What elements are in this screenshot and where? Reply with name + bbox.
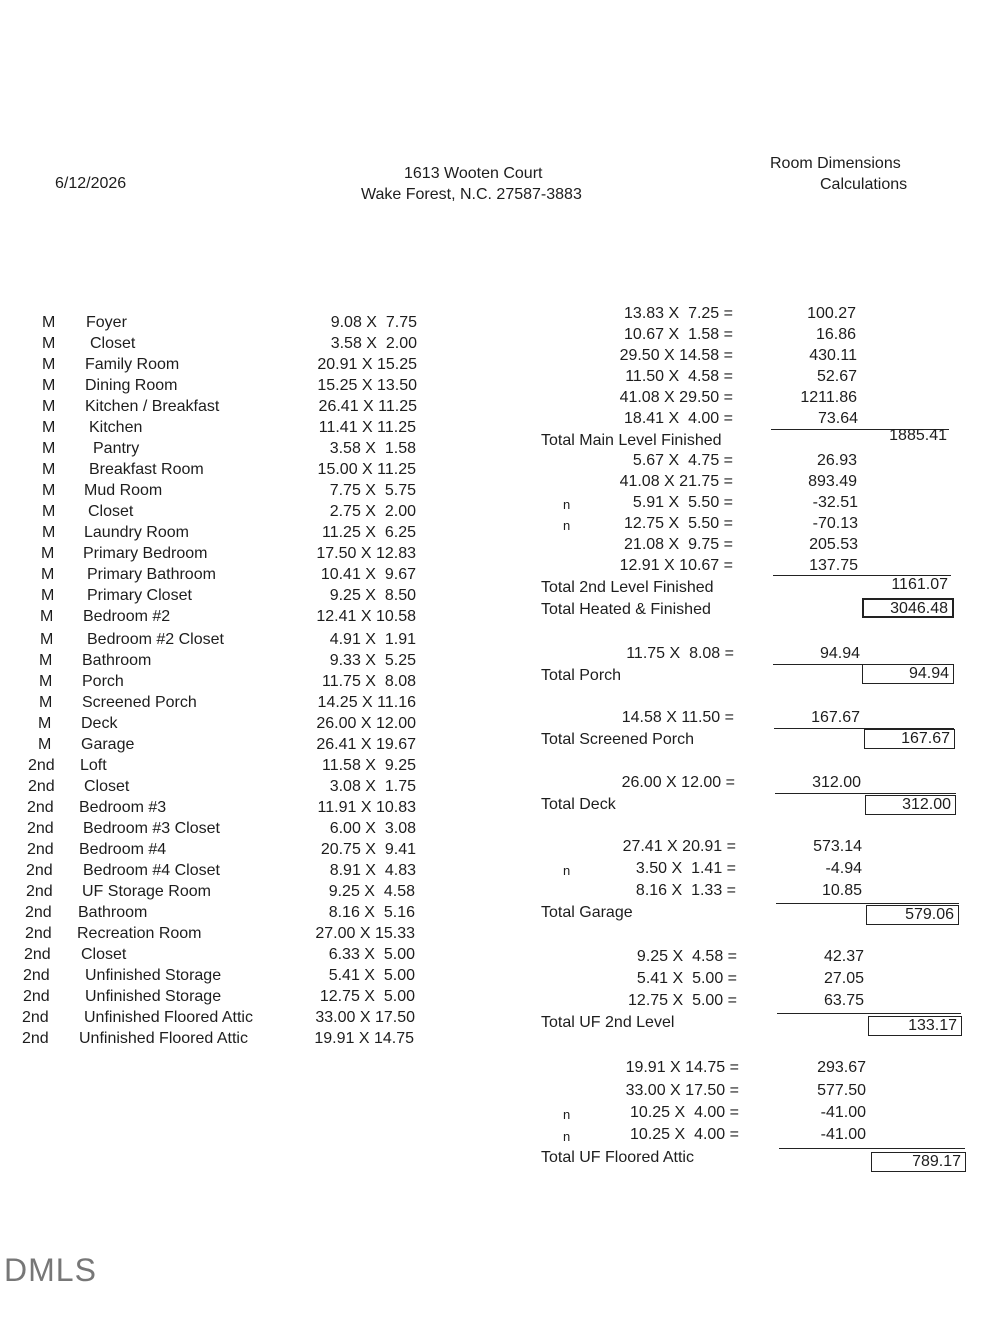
room-dimensions: 4.91 X 1.91: [329, 630, 416, 648]
calc-value: -70.13: [812, 515, 858, 532]
calc-expression: 10.67 X 1.58 =: [624, 326, 733, 343]
room-level: 2nd: [23, 966, 50, 984]
room-level: 2nd: [27, 798, 54, 816]
room-level: 2nd: [22, 1029, 49, 1047]
room-level: 2nd: [28, 756, 55, 774]
room-name: Kitchen / Breakfast: [85, 398, 220, 415]
room-dimensions: 26.41 X 19.67: [316, 735, 416, 753]
calc-line: [0, 1126, 1000, 1147]
room-level: 2nd: [24, 945, 51, 963]
calc-expression: 41.08 X 29.50 =: [619, 389, 733, 406]
screened-porch-total-label: Total Screened Porch: [541, 731, 694, 748]
calc-line: [0, 860, 1000, 881]
room-row: [0, 925, 470, 946]
subtotal-rule: [777, 1013, 961, 1014]
room-dimensions: 11.58 X 9.25: [322, 756, 416, 774]
calc-expression: 10.25 X 4.00 =: [630, 1104, 739, 1121]
calc-line: [0, 452, 1000, 473]
room-dimensions: 14.25 X 11.16: [317, 693, 416, 711]
calc-line: [0, 774, 1000, 795]
room-level: M: [39, 693, 53, 711]
room-level: M: [42, 419, 56, 436]
room-level: M: [42, 377, 56, 394]
calc-line: [0, 838, 1000, 859]
room-name: Bedroom #2: [83, 608, 171, 625]
calc-value: 205.53: [809, 536, 858, 553]
calc-expression: 18.41 X 4.00 =: [624, 410, 733, 427]
room-level: 2nd: [26, 861, 53, 879]
second-level-total-label: Total 2nd Level Finished: [541, 579, 714, 596]
heated-total-box: 3046.48: [862, 598, 954, 618]
room-name: Screened Porch: [82, 693, 197, 711]
calc-line: [0, 410, 1000, 431]
calc-value: 94.94: [819, 645, 860, 662]
calc-value: 293.67: [817, 1059, 866, 1076]
calc-value: 26.93: [816, 452, 857, 469]
room-name: Primary Bathroom: [87, 566, 216, 583]
room-name: UF Storage Room: [82, 882, 211, 900]
negative-flag: n: [563, 497, 571, 512]
room-name: Bedroom #3 Closet: [83, 819, 220, 837]
room-dimensions: 20.91 X 15.25: [317, 356, 417, 373]
room-dimensions: 11.41 X 11.25: [318, 419, 416, 436]
calc-value: -41.00: [820, 1104, 866, 1121]
calc-value: 137.75: [809, 557, 858, 574]
calc-line: [0, 945, 1000, 969]
room-level: 2nd: [25, 924, 52, 942]
calc-expression: 11.50 X 4.58 =: [625, 368, 733, 385]
calc-line: [0, 515, 1000, 536]
doc-title-line-2: Calculations: [820, 176, 908, 193]
room-level: M: [40, 630, 54, 648]
calc-value: 16.86: [815, 326, 856, 343]
room-dimensions: 10.41 X 9.67: [320, 566, 416, 583]
room-name: Unfinished Storage: [85, 987, 222, 1005]
negative-flag: n: [563, 1129, 571, 1144]
calc-line: [0, 1104, 1000, 1125]
calc-expression: 11.75 X 8.08 =: [626, 645, 734, 662]
room-name: Unfinished Floored Attic: [84, 1008, 253, 1026]
calc-expression: 3.50 X 1.41 =: [635, 860, 736, 877]
room-name: Closet: [90, 335, 136, 352]
room-row: [0, 673, 470, 694]
room-dimensions: 27.00 X 15.33: [315, 924, 415, 942]
room-name: Dining Room: [85, 377, 178, 394]
calc-expression: 29.50 X 14.58 =: [619, 347, 733, 364]
main-level-total: 1885.41: [889, 427, 947, 444]
room-name: Bedroom #2 Closet: [87, 630, 224, 648]
calc-expression: 5.91 X 5.50 =: [632, 494, 733, 511]
room-dimensions: 9.25 X 8.50: [329, 587, 416, 604]
calc-value: 10.85: [821, 882, 862, 899]
room-name: Kitchen: [89, 419, 143, 436]
room-name: Primary Bedroom: [83, 545, 208, 562]
calc-line: [0, 326, 1000, 347]
room-level: M: [42, 398, 56, 415]
room-level: 2nd: [26, 882, 53, 900]
room-name: Loft: [80, 756, 107, 774]
garage-total-label: Total Garage: [541, 904, 633, 921]
room-level: M: [39, 672, 53, 690]
room-name: Bedroom #4: [79, 840, 167, 858]
room-name: Breakfast Room: [89, 461, 204, 478]
calc-value: -4.94: [825, 860, 862, 877]
room-dimensions: 26.00 X 12.00: [316, 714, 416, 732]
room-row: [0, 904, 470, 925]
calc-line: [0, 1082, 1000, 1103]
calc-value: 577.50: [817, 1082, 866, 1099]
room-name: Mud Room: [84, 482, 163, 499]
calc-value: 1211.86: [800, 389, 857, 406]
garage-total-box: 579.06: [866, 905, 959, 925]
calc-expression: 8.16 X 1.33 =: [635, 882, 736, 899]
room-level: M: [38, 714, 52, 732]
room-dimensions: 11.75 X 8.08: [322, 672, 416, 690]
room-name: Foyer: [86, 314, 127, 331]
room-row: [0, 608, 470, 629]
calc-expression: 27.41 X 20.91 =: [622, 838, 736, 855]
room-dimensions: 2.75 X 2.00: [329, 503, 416, 520]
calc-line: [0, 992, 1000, 1013]
room-name: Bathroom: [78, 903, 148, 921]
uf-floored-attic-total-box: 789.17: [871, 1152, 966, 1172]
calc-line: [0, 970, 1000, 991]
calc-expression: 13.83 X 7.25 =: [624, 305, 733, 322]
room-name: Pantry: [93, 440, 140, 457]
uf-floored-attic-total-label: Total UF Floored Attic: [541, 1149, 694, 1166]
room-name: Closet: [81, 945, 127, 963]
calc-expression: 41.08 X 21.75 =: [619, 473, 733, 490]
watermark-logo: DMLS: [4, 1252, 97, 1288]
calc-value: 27.05: [823, 970, 864, 987]
room-name: Recreation Room: [77, 924, 202, 942]
room-level: M: [38, 735, 52, 753]
calc-line: [0, 494, 1000, 515]
calc-value: 52.67: [816, 368, 857, 385]
room-dimensions: 8.91 X 4.83: [329, 861, 416, 879]
room-level: M: [41, 587, 55, 604]
porch-total-label: Total Porch: [541, 667, 622, 684]
porch-total-box: 94.94: [862, 664, 954, 684]
doc-title-line-1: Room Dimensions: [770, 155, 901, 172]
uf-second-level-total-box: 133.17: [868, 1016, 962, 1036]
main-level-total-label: Total Main Level Finished: [541, 432, 722, 449]
room-dimensions: 15.00 X 11.25: [317, 461, 416, 478]
room-row: [0, 736, 470, 757]
room-dimensions: 3.08 X 1.75: [329, 777, 416, 795]
calc-line: [0, 645, 1000, 666]
room-dimensions: 26.41 X 11.25: [318, 398, 417, 415]
room-dimensions: 6.00 X 3.08: [329, 819, 416, 837]
room-dimensions: 6.33 X 5.00: [328, 945, 415, 963]
room-level: M: [42, 503, 56, 520]
calc-line: [0, 882, 1000, 903]
room-level: M: [42, 356, 56, 373]
calc-value: -41.00: [820, 1126, 866, 1143]
calc-value: 893.49: [808, 473, 857, 490]
calc-value: 167.67: [811, 709, 860, 726]
calc-value: -32.51: [812, 494, 858, 511]
room-name: Bedroom #3: [79, 798, 167, 816]
second-level-total: 1161.07: [891, 576, 948, 593]
calc-line: [0, 347, 1000, 368]
subtotal-rule: [776, 903, 959, 904]
room-dimensions: 9.33 X 5.25: [329, 651, 416, 669]
room-dimensions: 11.91 X 10.83: [317, 798, 416, 816]
heated-total-label: Total Heated & Finished: [541, 601, 711, 618]
calc-line: [0, 473, 1000, 494]
negative-flag: n: [563, 1107, 571, 1122]
room-level: M: [40, 608, 54, 625]
date: 6/12/2026: [55, 175, 127, 192]
room-level: 2nd: [25, 903, 52, 921]
calc-expression: 33.00 X 17.50 =: [625, 1082, 739, 1099]
room-dimensions: 8.16 X 5.16: [328, 903, 415, 921]
room-dimensions: 3.58 X 1.58: [329, 440, 416, 457]
deck-total-label: Total Deck: [541, 796, 616, 813]
room-level: M: [42, 314, 56, 331]
room-name: Garage: [81, 735, 135, 753]
negative-flag: n: [563, 863, 571, 878]
room-row: [0, 587, 470, 608]
calc-value: 73.64: [817, 410, 858, 427]
room-name: Closet: [84, 777, 130, 795]
room-level: M: [39, 651, 53, 669]
room-level: M: [42, 335, 56, 352]
calc-expression: 10.25 X 4.00 =: [630, 1126, 739, 1143]
calc-expression: 5.67 X 4.75 =: [632, 452, 733, 469]
room-level: M: [42, 524, 56, 541]
room-level: 2nd: [28, 777, 55, 795]
room-name: Family Room: [85, 356, 180, 373]
calc-expression: 12.91 X 10.67 =: [619, 557, 733, 574]
calc-value: 312.00: [812, 774, 861, 791]
room-level: 2nd: [27, 840, 54, 858]
room-dimensions: 20.75 X 9.41: [320, 840, 416, 858]
subtotal-rule: [775, 793, 956, 794]
room-level: 2nd: [22, 1008, 49, 1026]
calc-line: [0, 709, 1000, 730]
calc-expression: 26.00 X 12.00 =: [621, 774, 735, 791]
room-dimensions: 19.91 X 14.75: [314, 1029, 414, 1047]
calc-value: 42.37: [823, 948, 864, 965]
address-line-1: 1613 Wooten Court: [404, 165, 543, 182]
room-dimensions: 3.58 X 2.00: [330, 335, 417, 352]
calc-line: [0, 305, 1000, 326]
room-name: Primary Closet: [87, 587, 192, 604]
subtotal-rule: [779, 1148, 965, 1149]
room-name: Unfinished Storage: [85, 966, 222, 984]
room-dimensions: 7.75 X 5.75: [329, 482, 416, 499]
room-level: M: [42, 482, 56, 499]
room-dimensions: 33.00 X 17.50: [315, 1008, 415, 1026]
room-name: Laundry Room: [84, 524, 189, 541]
calc-value: 63.75: [823, 992, 864, 1009]
deck-total-box: 312.00: [865, 795, 956, 815]
room-level: M: [41, 566, 55, 583]
room-dimensions: 11.25 X 6.25: [322, 524, 416, 541]
room-dimensions: 9.25 X 4.58: [328, 882, 415, 900]
calc-expression: 5.41 X 5.00 =: [636, 970, 737, 987]
room-dimensions: 12.75 X 5.00: [319, 987, 415, 1005]
calc-expression: 12.75 X 5.00 =: [628, 992, 737, 1009]
room-level: M: [42, 440, 56, 457]
room-name: Bedroom #4 Closet: [83, 861, 220, 879]
address-line-2: Wake Forest, N.C. 27587-3883: [361, 186, 582, 203]
room-dimensions: 9.08 X 7.75: [330, 314, 417, 331]
room-name: Unfinished Floored Attic: [79, 1029, 248, 1047]
room-row: [0, 1030, 470, 1051]
calc-expression: 19.91 X 14.75 =: [625, 1059, 739, 1076]
room-level: 2nd: [27, 819, 54, 837]
uf-second-level-total-label: Total UF 2nd Level: [541, 1014, 675, 1031]
room-dimensions: 17.50 X 12.83: [316, 545, 416, 562]
room-level: M: [41, 545, 55, 562]
calc-line: [0, 389, 1000, 410]
room-name: Porch: [82, 672, 124, 690]
room-level: M: [42, 461, 56, 478]
room-name: Deck: [81, 714, 118, 732]
room-name: Closet: [88, 503, 134, 520]
calc-line: [0, 368, 1000, 389]
calc-expression: 9.25 X 4.58 =: [636, 948, 737, 965]
calc-value: 100.27: [807, 305, 856, 322]
calc-value: 573.14: [813, 838, 862, 855]
room-level: 2nd: [23, 987, 50, 1005]
room-dimensions: 5.41 X 5.00: [328, 966, 415, 984]
negative-flag: n: [563, 518, 571, 533]
room-dimensions: 15.25 X 13.50: [317, 377, 417, 394]
calc-line: [0, 536, 1000, 557]
calc-expression: 14.58 X 11.50 =: [621, 709, 734, 726]
calc-expression: 21.08 X 9.75 =: [624, 536, 733, 553]
calc-value: 430.11: [809, 347, 857, 364]
room-name: Bathroom: [82, 651, 152, 669]
calc-line: [0, 1059, 1000, 1080]
screened-porch-total-box: 167.67: [864, 729, 955, 749]
room-row: [0, 799, 470, 820]
calc-expression: 12.75 X 5.50 =: [624, 515, 733, 532]
room-dimensions: 12.41 X 10.58: [316, 608, 416, 625]
